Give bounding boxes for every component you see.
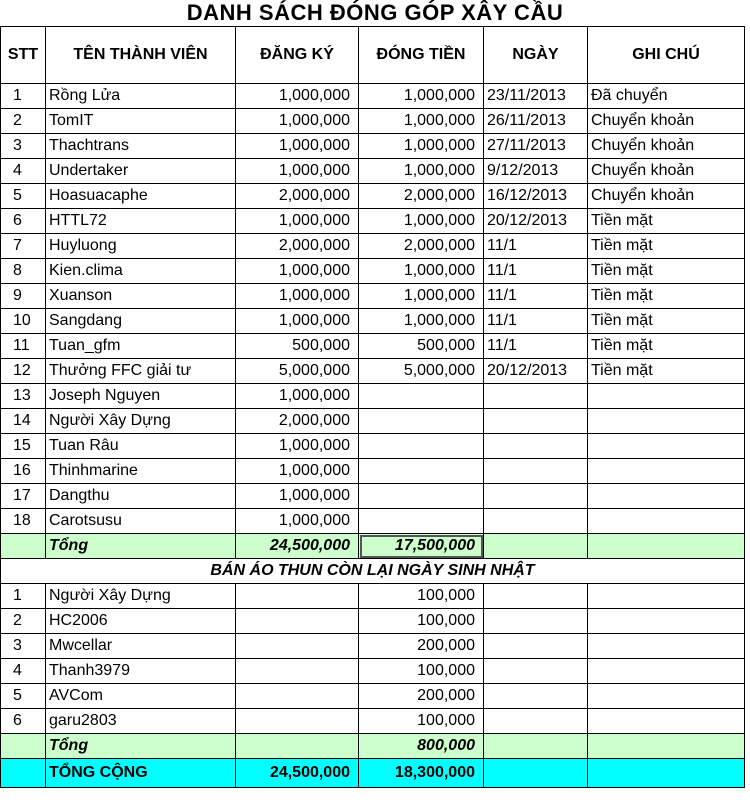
stt-cell[interactable]: 3: [1, 634, 46, 659]
subtotal-label-cell[interactable]: Tổng: [46, 734, 236, 759]
section-title-cell[interactable]: BÁN ÁO THUN CÒN LẠI NGÀY SINH NHẬT: [1, 559, 745, 584]
subtotal-stt-cell[interactable]: [1, 534, 46, 559]
stt-cell[interactable]: 9: [1, 284, 46, 309]
paid-cell[interactable]: 1,000,000: [359, 109, 484, 134]
registered-cell[interactable]: 1,000,000: [236, 134, 359, 159]
registered-cell[interactable]: 1,000,000: [236, 109, 359, 134]
header-note[interactable]: GHI CHÚ: [588, 27, 745, 84]
date-cell[interactable]: [484, 409, 588, 434]
paid-cell[interactable]: 5,000,000: [359, 359, 484, 384]
member-name-cell[interactable]: Mwcellar: [46, 634, 236, 659]
stt-cell[interactable]: 7: [1, 234, 46, 259]
paid-cell[interactable]: [359, 384, 484, 409]
header-stt[interactable]: STT: [1, 27, 46, 84]
stt-cell[interactable]: 1: [1, 84, 46, 109]
note-cell[interactable]: [588, 459, 745, 484]
subtotal-stt-cell[interactable]: [1, 734, 46, 759]
member-name-cell[interactable]: Rồng Lửa: [46, 84, 236, 109]
member-name-cell[interactable]: Hoasuacaphe: [46, 184, 236, 209]
stt-cell[interactable]: 5: [1, 684, 46, 709]
member-row: [1, 309, 745, 334]
member-name-cell[interactable]: Kien.clima: [46, 259, 236, 284]
date-cell[interactable]: [484, 684, 588, 709]
date-cell[interactable]: 11/1: [484, 259, 588, 284]
member-name-cell[interactable]: Joseph Nguyen: [46, 384, 236, 409]
paid-cell[interactable]: 1,000,000: [359, 309, 484, 334]
registered-cell[interactable]: 1,000,000: [236, 484, 359, 509]
stt-cell[interactable]: 11: [1, 334, 46, 359]
note-cell[interactable]: [588, 609, 745, 634]
stt-cell[interactable]: 3: [1, 134, 46, 159]
paid-cell[interactable]: 100,000: [359, 709, 484, 734]
shirt-row: [1, 659, 745, 684]
grand-total-stt-cell[interactable]: [1, 759, 46, 788]
paid-cell[interactable]: 500,000: [359, 334, 484, 359]
note-cell[interactable]: Chuyển khoản: [588, 109, 745, 134]
note-cell[interactable]: [588, 509, 745, 534]
member-row: [1, 234, 745, 259]
subtotal-note-cell[interactable]: [588, 534, 745, 559]
stt-cell[interactable]: 17: [1, 484, 46, 509]
note-cell[interactable]: Đã chuyển: [588, 84, 745, 109]
subtotal-date-cell[interactable]: [484, 734, 588, 759]
date-cell[interactable]: [484, 484, 588, 509]
paid-cell[interactable]: 1,000,000: [359, 209, 484, 234]
date-cell[interactable]: [484, 584, 588, 609]
grand-total-paid-cell[interactable]: 18,300,000: [359, 759, 484, 788]
member-name-cell[interactable]: Undertaker: [46, 159, 236, 184]
member-name-cell[interactable]: Thanh3979: [46, 659, 236, 684]
date-cell[interactable]: [484, 459, 588, 484]
registered-cell[interactable]: 1,000,000: [236, 84, 359, 109]
member-name-cell[interactable]: Tuan Râu: [46, 434, 236, 459]
date-cell[interactable]: [484, 434, 588, 459]
member-row: [1, 209, 745, 234]
paid-cell[interactable]: 1,000,000: [359, 159, 484, 184]
grand-total-row: [1, 759, 745, 788]
registered-cell[interactable]: [236, 684, 359, 709]
member-row: [1, 334, 745, 359]
note-cell[interactable]: Tiền mặt: [588, 334, 745, 359]
grand-total-registered-cell[interactable]: 24,500,000: [236, 759, 359, 788]
date-cell[interactable]: 11/1: [484, 234, 588, 259]
paid-cell[interactable]: [359, 409, 484, 434]
subtotal-row: [1, 534, 745, 559]
stt-cell[interactable]: 10: [1, 309, 46, 334]
member-row: [1, 409, 745, 434]
date-cell[interactable]: 11/1: [484, 334, 588, 359]
subtotal-registered-cell[interactable]: [236, 734, 359, 759]
member-name-cell[interactable]: Người Xây Dựng: [46, 584, 236, 609]
date-cell[interactable]: [484, 634, 588, 659]
member-row: [1, 459, 745, 484]
header-paid[interactable]: ĐÓNG TIỀN: [359, 27, 484, 84]
grand-total-date-cell[interactable]: [484, 759, 588, 788]
stt-cell[interactable]: 14: [1, 409, 46, 434]
registered-cell[interactable]: 2,000,000: [236, 184, 359, 209]
shirt-row: [1, 584, 745, 609]
note-cell[interactable]: [588, 659, 745, 684]
paid-cell[interactable]: 2,000,000: [359, 184, 484, 209]
registered-cell[interactable]: 1,000,000: [236, 309, 359, 334]
note-cell[interactable]: [588, 634, 745, 659]
paid-cell[interactable]: 100,000: [359, 609, 484, 634]
date-cell[interactable]: 9/12/2013: [484, 159, 588, 184]
paid-cell[interactable]: 1,000,000: [359, 134, 484, 159]
member-row: [1, 284, 745, 309]
member-name-cell[interactable]: Xuanson: [46, 284, 236, 309]
note-cell[interactable]: Tiền mặt: [588, 234, 745, 259]
date-cell[interactable]: 11/1: [484, 309, 588, 334]
note-cell[interactable]: [588, 584, 745, 609]
table-body: [1, 27, 745, 788]
stt-cell[interactable]: 8: [1, 259, 46, 284]
paid-cell[interactable]: 2,000,000: [359, 234, 484, 259]
subtotal-paid-cell[interactable]: 800,000: [359, 734, 484, 759]
note-cell[interactable]: Tiền mặt: [588, 259, 745, 284]
member-row: [1, 134, 745, 159]
subtotal-date-cell[interactable]: [484, 534, 588, 559]
stt-cell[interactable]: 2: [1, 109, 46, 134]
member-row: [1, 109, 745, 134]
member-name-cell[interactable]: Huyluong: [46, 234, 236, 259]
member-row: [1, 184, 745, 209]
subtotal-paid-cell[interactable]: 17,500,000: [359, 534, 484, 559]
registered-cell[interactable]: 1,000,000: [236, 259, 359, 284]
member-name-cell[interactable]: HC2006: [46, 609, 236, 634]
member-row: [1, 359, 745, 384]
member-row: [1, 384, 745, 409]
member-name-cell[interactable]: Dangthu: [46, 484, 236, 509]
sheet-title: DANH SÁCH ĐÓNG GÓP XÂY CẦU: [186, 0, 564, 25]
registered-cell[interactable]: 1,000,000: [236, 209, 359, 234]
note-cell[interactable]: [588, 684, 745, 709]
date-cell[interactable]: [484, 709, 588, 734]
registered-cell[interactable]: 5,000,000: [236, 359, 359, 384]
header-row: [1, 27, 745, 84]
registered-cell[interactable]: 2,000,000: [236, 234, 359, 259]
grand-total-label-cell[interactable]: TỔNG CỘNG: [46, 759, 236, 788]
subtotal-registered-cell[interactable]: 24,500,000: [236, 534, 359, 559]
shirt-row: [1, 634, 745, 659]
paid-cell[interactable]: 1,000,000: [359, 284, 484, 309]
note-cell[interactable]: Tiền mặt: [588, 309, 745, 334]
paid-cell[interactable]: 200,000: [359, 634, 484, 659]
member-name-cell[interactable]: Carotsusu: [46, 509, 236, 534]
note-cell[interactable]: Chuyển khoản: [588, 134, 745, 159]
registered-cell[interactable]: [236, 609, 359, 634]
paid-cell[interactable]: 100,000: [359, 659, 484, 684]
paid-cell[interactable]: [359, 484, 484, 509]
note-cell[interactable]: [588, 709, 745, 734]
stt-cell[interactable]: 1: [1, 584, 46, 609]
member-name-cell[interactable]: AVCom: [46, 684, 236, 709]
date-cell[interactable]: 11/1: [484, 284, 588, 309]
registered-cell[interactable]: 1,000,000: [236, 509, 359, 534]
member-name-cell[interactable]: Sangdang: [46, 309, 236, 334]
registered-cell[interactable]: 1,000,000: [236, 384, 359, 409]
shirt-subtotal-row: [1, 734, 745, 759]
paid-cell[interactable]: 100,000: [359, 584, 484, 609]
header-member-name[interactable]: TÊN THÀNH VIÊN: [46, 27, 236, 84]
registered-cell[interactable]: [236, 709, 359, 734]
note-cell[interactable]: [588, 484, 745, 509]
member-row: [1, 159, 745, 184]
registered-cell[interactable]: [236, 634, 359, 659]
stt-cell[interactable]: 2: [1, 609, 46, 634]
member-name-cell[interactable]: Thinhmarine: [46, 459, 236, 484]
date-cell[interactable]: 26/11/2013: [484, 109, 588, 134]
contribution-table: [0, 26, 745, 788]
header-registered[interactable]: ĐĂNG KÝ: [236, 27, 359, 84]
member-name-cell[interactable]: Người Xây Dựng: [46, 409, 236, 434]
stt-cell[interactable]: 5: [1, 184, 46, 209]
note-cell[interactable]: Tiền mặt: [588, 284, 745, 309]
shirt-row: [1, 684, 745, 709]
date-cell[interactable]: 27/11/2013: [484, 134, 588, 159]
registered-cell[interactable]: 1,000,000: [236, 459, 359, 484]
member-name-cell[interactable]: Thưởng FFC giải tư: [46, 359, 236, 384]
member-name-cell[interactable]: Thachtrans: [46, 134, 236, 159]
registered-cell[interactable]: 1,000,000: [236, 434, 359, 459]
grand-total-note-cell[interactable]: [588, 759, 745, 788]
paid-cell[interactable]: [359, 434, 484, 459]
note-cell[interactable]: Chuyển khoản: [588, 159, 745, 184]
header-date[interactable]: NGÀY: [484, 27, 588, 84]
date-cell[interactable]: 23/11/2013: [484, 84, 588, 109]
stt-cell[interactable]: 16: [1, 459, 46, 484]
note-cell[interactable]: [588, 409, 745, 434]
member-name-cell[interactable]: garu2803: [46, 709, 236, 734]
stt-cell[interactable]: 6: [1, 209, 46, 234]
paid-cell[interactable]: [359, 459, 484, 484]
note-cell[interactable]: Tiền mặt: [588, 209, 745, 234]
member-name-cell[interactable]: HTTL72: [46, 209, 236, 234]
member-row: [1, 434, 745, 459]
note-cell[interactable]: Tiền mặt: [588, 359, 745, 384]
stt-cell[interactable]: 15: [1, 434, 46, 459]
member-row: [1, 259, 745, 284]
date-cell[interactable]: [484, 384, 588, 409]
registered-cell[interactable]: [236, 584, 359, 609]
member-name-cell[interactable]: Tuan_gfm: [46, 334, 236, 359]
date-cell[interactable]: [484, 659, 588, 684]
member-name-cell[interactable]: TomIT: [46, 109, 236, 134]
paid-cell[interactable]: [359, 509, 484, 534]
subtotal-label-cell[interactable]: Tổng: [46, 534, 236, 559]
registered-cell[interactable]: 500,000: [236, 334, 359, 359]
subtotal-note-cell[interactable]: [588, 734, 745, 759]
registered-cell[interactable]: 2,000,000: [236, 409, 359, 434]
date-cell[interactable]: 16/12/2013: [484, 184, 588, 209]
paid-cell[interactable]: 200,000: [359, 684, 484, 709]
paid-cell[interactable]: 1,000,000: [359, 259, 484, 284]
note-cell[interactable]: [588, 384, 745, 409]
shirt-row: [1, 709, 745, 734]
note-cell[interactable]: [588, 434, 745, 459]
registered-cell[interactable]: 1,000,000: [236, 159, 359, 184]
paid-cell[interactable]: 1,000,000: [359, 84, 484, 109]
stt-cell[interactable]: 6: [1, 709, 46, 734]
date-cell[interactable]: 20/12/2013: [484, 359, 588, 384]
stt-cell[interactable]: 4: [1, 159, 46, 184]
registered-cell[interactable]: 1,000,000: [236, 284, 359, 309]
registered-cell[interactable]: [236, 659, 359, 684]
stt-cell[interactable]: 4: [1, 659, 46, 684]
stt-cell[interactable]: 18: [1, 509, 46, 534]
stt-cell[interactable]: 13: [1, 384, 46, 409]
stt-cell[interactable]: 12: [1, 359, 46, 384]
date-cell[interactable]: [484, 509, 588, 534]
shirt-row: [1, 609, 745, 634]
member-row: [1, 484, 745, 509]
member-row: [1, 509, 745, 534]
member-row: [1, 84, 745, 109]
section-title-row: [1, 559, 745, 584]
date-cell[interactable]: [484, 609, 588, 634]
note-cell[interactable]: Chuyển khoản: [588, 184, 745, 209]
date-cell[interactable]: 20/12/2013: [484, 209, 588, 234]
